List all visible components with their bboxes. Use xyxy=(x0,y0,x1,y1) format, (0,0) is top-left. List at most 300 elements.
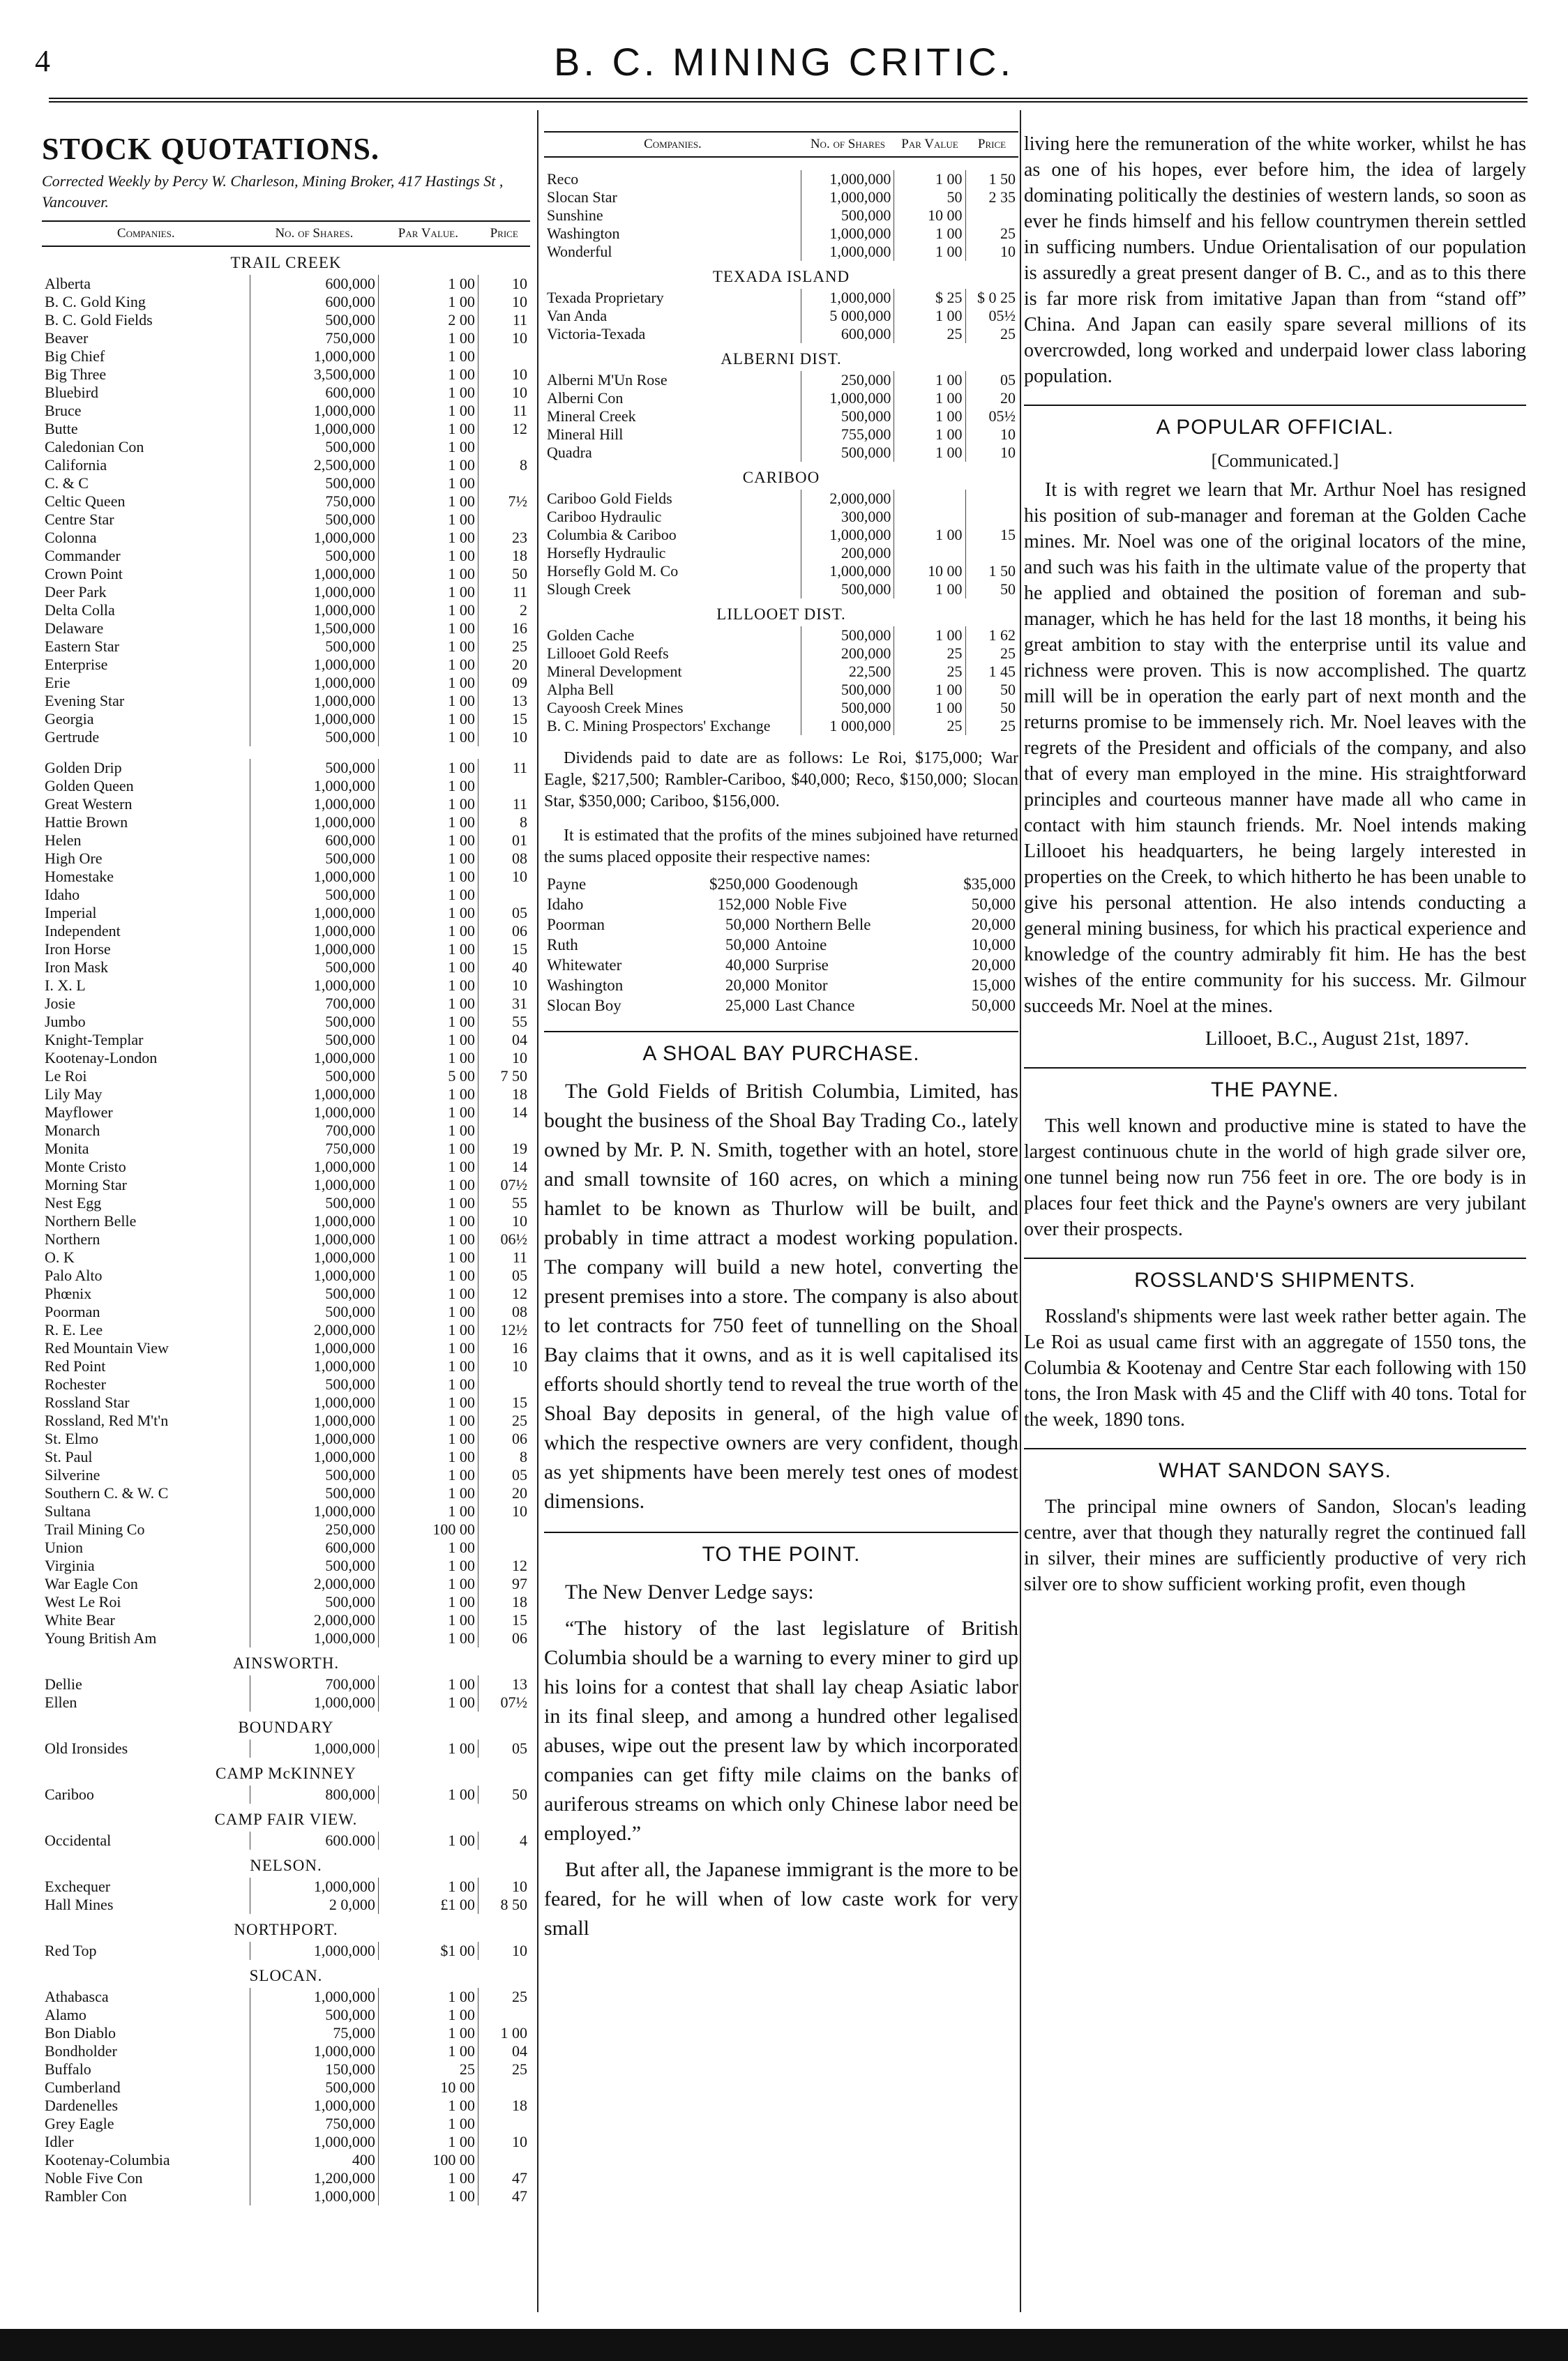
price: 50 xyxy=(478,565,530,583)
shares: 750,000 xyxy=(250,492,378,511)
company-name: War Eagle Con xyxy=(45,1575,138,1593)
section-row: BOUNDARY xyxy=(238,1719,334,1737)
price: 7½ xyxy=(478,492,530,511)
column-rule xyxy=(1020,110,1021,2312)
price: 25 xyxy=(478,1988,530,2006)
shares: 500,000 xyxy=(250,1067,378,1085)
table-row xyxy=(544,580,1018,598)
table-row xyxy=(42,904,530,922)
shares: 1,000,000 xyxy=(250,1942,378,1960)
price: 05 xyxy=(478,1466,530,1484)
price: 10 xyxy=(478,1212,530,1230)
table-row xyxy=(42,1375,530,1394)
par-value: 25 xyxy=(894,663,965,681)
company-name: Centre Star xyxy=(45,511,114,529)
par-value: 1 00 xyxy=(378,958,478,976)
profits-intro: It is estimated that the profits of the mines subjoined have returned the sums placed opposite their respective names: xyxy=(544,827,1018,866)
par-value: 1 00 xyxy=(378,1375,478,1394)
par-value: 1 00 xyxy=(378,850,478,868)
shares: 1,000,000 xyxy=(250,795,378,813)
company-name: Bruce xyxy=(45,402,82,420)
par-value: 1 00 xyxy=(894,425,965,444)
company-name: Monita xyxy=(45,1140,89,1158)
shoal-bay-heading: A SHOAL BAY PURCHASE. xyxy=(544,1031,1018,1066)
price xyxy=(965,490,1018,508)
shares: 1,500,000 xyxy=(250,619,378,638)
par-value: 1 00 xyxy=(378,1629,478,1647)
shares: 1,000,000 xyxy=(250,1049,378,1067)
price: 10 xyxy=(478,976,530,995)
par-value: 1 00 xyxy=(378,813,478,831)
company-name: Reco xyxy=(547,170,579,188)
col-header: Par Value xyxy=(894,132,965,157)
price: 25 xyxy=(478,638,530,656)
shares: 1,000,000 xyxy=(250,529,378,547)
par-value: 1 00 xyxy=(378,1013,478,1031)
continued-paragraph: living here the remuneration of the white worker, whilst he has as one of his hopes, ever before him, the idea of largely dominating politically the destinies of western lands, so soon as ever he finds himself and his fellow countrymen therein settled in sufficing numbers. Undue Orientalisation of our population is assuredly a great present danger of B. C., and as to this there is far more risk from imitative Japan than from “stand off” China. And Japan can easily spare several millions of its overcrowded, long worked and underpaid lower class laboring population. xyxy=(1024,133,1526,387)
company-name: Colonna xyxy=(45,529,97,547)
par-value: 1 00 xyxy=(894,243,965,261)
par-value: 2 00 xyxy=(378,311,478,329)
price: 10 xyxy=(478,384,530,402)
company-name: Rossland Star xyxy=(45,1394,130,1412)
par-value: 1 00 xyxy=(378,2187,478,2205)
shares: 500,000 xyxy=(801,206,894,225)
shares: 1,000,000 xyxy=(250,1629,378,1647)
company-name: Columbia & Cariboo xyxy=(547,526,677,543)
profit-amount: 40,000 xyxy=(725,956,770,974)
price: 12 xyxy=(478,1557,530,1575)
par-value: 1 00 xyxy=(378,1611,478,1629)
par-value: 1 00 xyxy=(378,1303,478,1321)
company-name: Slocan Star xyxy=(547,188,617,206)
company-name: Iron Horse xyxy=(45,940,111,958)
shoal-bay-body: The Gold Fields of British Columbia, Limited, has bought the business of the Shoal Bay Trading Co., lately owned by Mr. P. N. Smith, together with an hotel, store and small townsite of 160 acres, on which a mining hamlet to be known as Thurlow will be built, and probably in time attract a modest working population. The company will build a new hotel, converting the present premises into a store. The company is also about to let contracts for 750 feet of tunnelling on the Shoal Bay claims that it owns, and as it is well capitalised its efforts should shortly tend to reveal the true worth of the Shoal Bay deposits in general, of the high value of which the respective owners are very confident, though as yet shipments have been merely test ones of modest dimensions. xyxy=(544,1080,1018,1513)
par-value: 1 00 xyxy=(378,795,478,813)
company-name: Athabasca xyxy=(45,1988,109,2006)
sandon-body: The principal mine owners of Sandon, Slocan's leading centre, aver that though they naturally regret the continued fall in silver, their mines are sufficiently productive of very rich silver ore to show sufficient working profit, even though xyxy=(1024,1496,1526,1595)
shares: 1,000,000 xyxy=(250,1267,378,1285)
column-middle xyxy=(544,110,1018,2312)
shares: 500,000 xyxy=(250,638,378,656)
price: 08 xyxy=(478,850,530,868)
profit-amount: 50,000 xyxy=(971,896,1016,913)
profits-row xyxy=(544,975,1018,995)
price xyxy=(965,544,1018,562)
shares: 1,000,000 xyxy=(250,1740,378,1758)
table-row xyxy=(42,1878,530,1896)
shares: 1,000,000 xyxy=(250,1230,378,1249)
company-name: Noble Five Con xyxy=(45,2169,143,2187)
shares: 700,000 xyxy=(250,1675,378,1694)
col-header: Par Value. xyxy=(378,221,478,246)
par-value: 1 00 xyxy=(378,2024,478,2042)
price: 20 xyxy=(478,1484,530,1502)
table-row xyxy=(42,474,530,492)
par-value: 1 00 xyxy=(378,1430,478,1448)
price: 25 xyxy=(478,1412,530,1430)
stock-table-continued xyxy=(544,131,1018,735)
price: 7 50 xyxy=(478,1067,530,1085)
table-row xyxy=(544,243,1018,261)
company-name: Golden Cache xyxy=(547,626,635,644)
price: 15 xyxy=(965,526,1018,544)
table-row xyxy=(544,444,1018,462)
payne-body: This well known and productive mine is stated to have the largest continuous chute in the world of high grade silver ore, one tunnel being now run 756 feet in ore. The ore body is in places four feet thick and the Payne's owners are very jubilant over their prospects. xyxy=(1024,1115,1526,1240)
profit-amount: 50,000 xyxy=(971,997,1016,1014)
table-row xyxy=(42,1140,530,1158)
price: 25 xyxy=(965,225,1018,243)
company-name: Mineral Development xyxy=(547,663,682,680)
table-row xyxy=(42,1176,530,1194)
price: 15 xyxy=(478,1394,530,1412)
company-name: Kootenay-London xyxy=(45,1049,158,1067)
shares: 250,000 xyxy=(250,1521,378,1539)
shares: 1,000,000 xyxy=(250,2187,378,2205)
price: 20 xyxy=(965,389,1018,407)
profits-row xyxy=(544,874,1018,894)
company-name: Iron Mask xyxy=(45,958,109,976)
price: 14 xyxy=(478,1103,530,1122)
company-name: Lily May xyxy=(45,1085,103,1103)
table-row xyxy=(42,1539,530,1557)
shares: 1,000,000 xyxy=(250,692,378,710)
price: 8 xyxy=(478,813,530,831)
shares: 1,000,000 xyxy=(250,2097,378,2115)
company-name: Sultana xyxy=(45,1502,91,1521)
table-row xyxy=(544,206,1018,225)
table-row xyxy=(42,759,530,777)
par-value: 1 00 xyxy=(378,1357,478,1375)
price: 13 xyxy=(478,692,530,710)
table-row xyxy=(42,1013,530,1031)
table-row xyxy=(42,2169,530,2187)
company-name: Cariboo xyxy=(45,1786,94,1804)
table-row xyxy=(42,795,530,813)
company-name: Homestake xyxy=(45,868,114,886)
company-name: Red Mountain View xyxy=(45,1339,169,1357)
par-value: 1 00 xyxy=(378,759,478,777)
table-row xyxy=(42,511,530,529)
price xyxy=(478,2006,530,2024)
table-row xyxy=(42,2187,530,2205)
par-value: 1 00 xyxy=(894,170,965,188)
par-value: 1 00 xyxy=(378,619,478,638)
table-row xyxy=(42,976,530,995)
company-name: High Ore xyxy=(45,850,103,868)
price: 05 xyxy=(478,1740,530,1758)
price: 18 xyxy=(478,1085,530,1103)
shares: 1,000,000 xyxy=(801,188,894,206)
price: 18 xyxy=(478,547,530,565)
par-value: 1 00 xyxy=(378,402,478,420)
price: 50 xyxy=(965,699,1018,717)
company-name: Hattie Brown xyxy=(45,813,128,831)
shares: 1,000,000 xyxy=(250,940,378,958)
table-row xyxy=(42,958,530,976)
table-row xyxy=(544,289,1018,307)
par-value xyxy=(894,544,965,562)
to-the-point-p3: But after all, the Japanese immigrant is the more to be feared, for he will when of low caste work for very small xyxy=(544,1858,1018,1940)
par-value: 25 xyxy=(894,717,965,735)
profit-amount: $250,000 xyxy=(709,875,770,893)
price: 1 50 xyxy=(965,562,1018,580)
shares: 1,000,000 xyxy=(250,922,378,940)
company-name: O. K xyxy=(45,1249,75,1267)
table-row xyxy=(544,188,1018,206)
company-name: Young British Am xyxy=(45,1629,157,1647)
price: 55 xyxy=(478,1194,530,1212)
company-name: Cumberland xyxy=(45,2079,121,2097)
shares: 500,000 xyxy=(250,728,378,746)
price: 04 xyxy=(478,2042,530,2060)
shares: 200,000 xyxy=(801,644,894,663)
company-name: Slough Creek xyxy=(547,580,631,598)
payne-heading: THE PAYNE. xyxy=(1024,1067,1526,1102)
table-row xyxy=(544,644,1018,663)
shares: 1,000,000 xyxy=(250,347,378,365)
price xyxy=(478,1539,530,1557)
table-row xyxy=(42,1575,530,1593)
price: 25 xyxy=(478,2060,530,2079)
company-name: Big Three xyxy=(45,365,107,384)
table-row xyxy=(544,562,1018,580)
shares: 755,000 xyxy=(801,425,894,444)
shares: 500,000 xyxy=(250,474,378,492)
price: 06 xyxy=(478,1430,530,1448)
par-value: 1 00 xyxy=(378,1176,478,1194)
price xyxy=(478,2115,530,2133)
shares: 1,000,000 xyxy=(801,389,894,407)
company-name: Erie xyxy=(45,674,70,692)
company-name: Alberni M'Un Rose xyxy=(547,371,668,389)
price: 25 xyxy=(965,644,1018,663)
par-value: £1 00 xyxy=(378,1896,478,1914)
par-value: 1 00 xyxy=(378,1988,478,2006)
shares: 1,000,000 xyxy=(250,868,378,886)
profit-amount: $35,000 xyxy=(963,875,1016,893)
shares: 75,000 xyxy=(250,2024,378,2042)
shares: 1,000,000 xyxy=(250,1212,378,1230)
company-name: Beaver xyxy=(45,329,89,347)
table-row xyxy=(42,850,530,868)
mine-name: Northern Belle xyxy=(775,916,871,933)
shares: 1,000,000 xyxy=(250,904,378,922)
par-value: 1 00 xyxy=(378,384,478,402)
par-value: 1 00 xyxy=(378,1466,478,1484)
company-name: Bon Diablo xyxy=(45,2024,116,2042)
par-value: 1 00 xyxy=(378,1694,478,1712)
section-row xyxy=(42,746,530,759)
shares: 1,000,000 xyxy=(250,1448,378,1466)
shares: 2,000,000 xyxy=(250,1321,378,1339)
profit-amount: 25,000 xyxy=(725,997,770,1014)
table-row xyxy=(42,1067,530,1085)
company-name: Alpha Bell xyxy=(547,681,614,698)
table-row xyxy=(42,1339,530,1357)
company-name: Union xyxy=(45,1539,83,1557)
par-value: 50 xyxy=(894,188,965,206)
mine-name: Whitewater xyxy=(547,956,622,974)
mine-name: Surprise xyxy=(775,956,829,974)
section-row: SLOCAN. xyxy=(249,1967,323,1985)
company-name: Trail Mining Co xyxy=(45,1521,145,1539)
company-name: Washington xyxy=(547,225,620,242)
company-name: Delaware xyxy=(45,619,104,638)
price: 05 xyxy=(478,1267,530,1285)
table-row xyxy=(42,1230,530,1249)
mine-name: Noble Five xyxy=(775,896,847,913)
shares: 1,000,000 xyxy=(801,526,894,544)
popular-official-signature: Lillooet, B.C., August 21st, 1897. xyxy=(1205,1028,1470,1050)
price: 1 45 xyxy=(965,663,1018,681)
table-row xyxy=(42,1212,530,1230)
table-row xyxy=(42,1430,530,1448)
table-row xyxy=(544,371,1018,389)
table-row xyxy=(42,1484,530,1502)
par-value: 1 00 xyxy=(378,2097,478,2115)
mine-name: Goodenough xyxy=(775,875,859,893)
table-row xyxy=(42,438,530,456)
table-row xyxy=(42,868,530,886)
table-row xyxy=(42,365,530,384)
par-value: 1 00 xyxy=(894,407,965,425)
company-name: I. X. L xyxy=(45,976,86,995)
par-value: 1 00 xyxy=(378,583,478,601)
table-row xyxy=(42,420,530,438)
price: 23 xyxy=(478,529,530,547)
price: 10 xyxy=(478,275,530,293)
price xyxy=(478,2079,530,2097)
price: 10 xyxy=(965,444,1018,462)
shares: 750,000 xyxy=(250,2115,378,2133)
company-name: Red Top xyxy=(45,1942,97,1960)
company-name: B. C. Gold King xyxy=(45,293,146,311)
company-name: Occidental xyxy=(45,1832,112,1850)
shares: 500,000 xyxy=(250,958,378,976)
profit-amount: 50,000 xyxy=(725,916,770,933)
shares: 500,000 xyxy=(250,1375,378,1394)
table-row xyxy=(42,1303,530,1321)
company-name: Eastern Star xyxy=(45,638,119,656)
par-value: 1 00 xyxy=(378,1122,478,1140)
table-row xyxy=(42,2060,530,2079)
price: 4 xyxy=(478,1832,530,1850)
par-value: 1 00 xyxy=(378,2042,478,2060)
section-row xyxy=(544,157,1018,170)
par-value: 1 00 xyxy=(378,1394,478,1412)
par-value: 1 00 xyxy=(378,831,478,850)
mine-name: Payne xyxy=(547,875,587,893)
price: 25 xyxy=(965,717,1018,735)
price: 31 xyxy=(478,995,530,1013)
table-row xyxy=(42,1448,530,1466)
price: 06½ xyxy=(478,1230,530,1249)
table-row xyxy=(42,1611,530,1629)
price: 11 xyxy=(478,402,530,420)
par-value: 1 00 xyxy=(378,1321,478,1339)
table-row xyxy=(42,1502,530,1521)
table-row xyxy=(42,777,530,795)
company-name: Monte Cristo xyxy=(45,1158,126,1176)
shares: 1,000,000 xyxy=(250,2133,378,2151)
table-row xyxy=(42,1249,530,1267)
shares: 1,000,000 xyxy=(250,1878,378,1896)
price: 10 xyxy=(478,365,530,384)
price: 12 xyxy=(478,420,530,438)
section-row: TEXADA ISLAND xyxy=(712,268,850,285)
shares: 500,000 xyxy=(250,1557,378,1575)
company-name: Josie xyxy=(45,995,75,1013)
shares: 700,000 xyxy=(250,995,378,1013)
company-name: Enterprise xyxy=(45,656,108,674)
column-right xyxy=(1024,110,1526,2312)
price: 47 xyxy=(478,2169,530,2187)
par-value xyxy=(894,490,965,508)
table-row xyxy=(42,1158,530,1176)
par-value: 1 00 xyxy=(378,293,478,311)
par-value: 1 00 xyxy=(894,626,965,644)
shares: 2,000,000 xyxy=(801,490,894,508)
par-value: 1 00 xyxy=(378,275,478,293)
par-value: 1 00 xyxy=(378,976,478,995)
col-header: Price xyxy=(965,132,1018,157)
shares: 3,500,000 xyxy=(250,365,378,384)
par-value: 1 00 xyxy=(378,1267,478,1285)
company-name: Alberta xyxy=(45,275,91,293)
par-value: 1 00 xyxy=(378,886,478,904)
company-name: Northern Belle xyxy=(45,1212,137,1230)
company-name: Texada Proprietary xyxy=(547,289,664,306)
table-row xyxy=(42,619,530,638)
table-row xyxy=(544,508,1018,526)
price: 10 xyxy=(478,329,530,347)
table-row xyxy=(544,389,1018,407)
price: 10 xyxy=(478,1942,530,1960)
company-name: Rambler Con xyxy=(45,2187,127,2205)
table-row xyxy=(42,1675,530,1694)
price: 10 xyxy=(478,868,530,886)
shares: 500,000 xyxy=(801,681,894,699)
par-value: 5 00 xyxy=(378,1067,478,1085)
shares: 600.000 xyxy=(250,1832,378,1850)
shares: 500,000 xyxy=(250,2079,378,2097)
company-name: Big Chief xyxy=(45,347,105,365)
shares: 500,000 xyxy=(250,2006,378,2024)
table-row xyxy=(42,1988,530,2006)
par-value: 1 00 xyxy=(378,1339,478,1357)
shares: 5 000,000 xyxy=(801,307,894,325)
par-value: 1 00 xyxy=(378,1593,478,1611)
company-name: Poorman xyxy=(45,1303,100,1321)
shares: 500,000 xyxy=(801,699,894,717)
company-name: Alberni Con xyxy=(547,389,624,407)
price: 10 xyxy=(478,1049,530,1067)
table-row xyxy=(42,529,530,547)
company-name: Rochester xyxy=(45,1375,106,1394)
shares: 1,000,000 xyxy=(250,777,378,795)
price xyxy=(478,1375,530,1394)
table-row xyxy=(42,2115,530,2133)
company-name: Horsefly Hydraulic xyxy=(547,544,666,561)
shares: 500,000 xyxy=(801,580,894,598)
table-row xyxy=(42,583,530,601)
table-row xyxy=(544,681,1018,699)
par-value: $1 00 xyxy=(378,1942,478,1960)
table-row xyxy=(42,1321,530,1339)
shares: 700,000 xyxy=(250,1122,378,1140)
company-name: Nest Egg xyxy=(45,1194,102,1212)
